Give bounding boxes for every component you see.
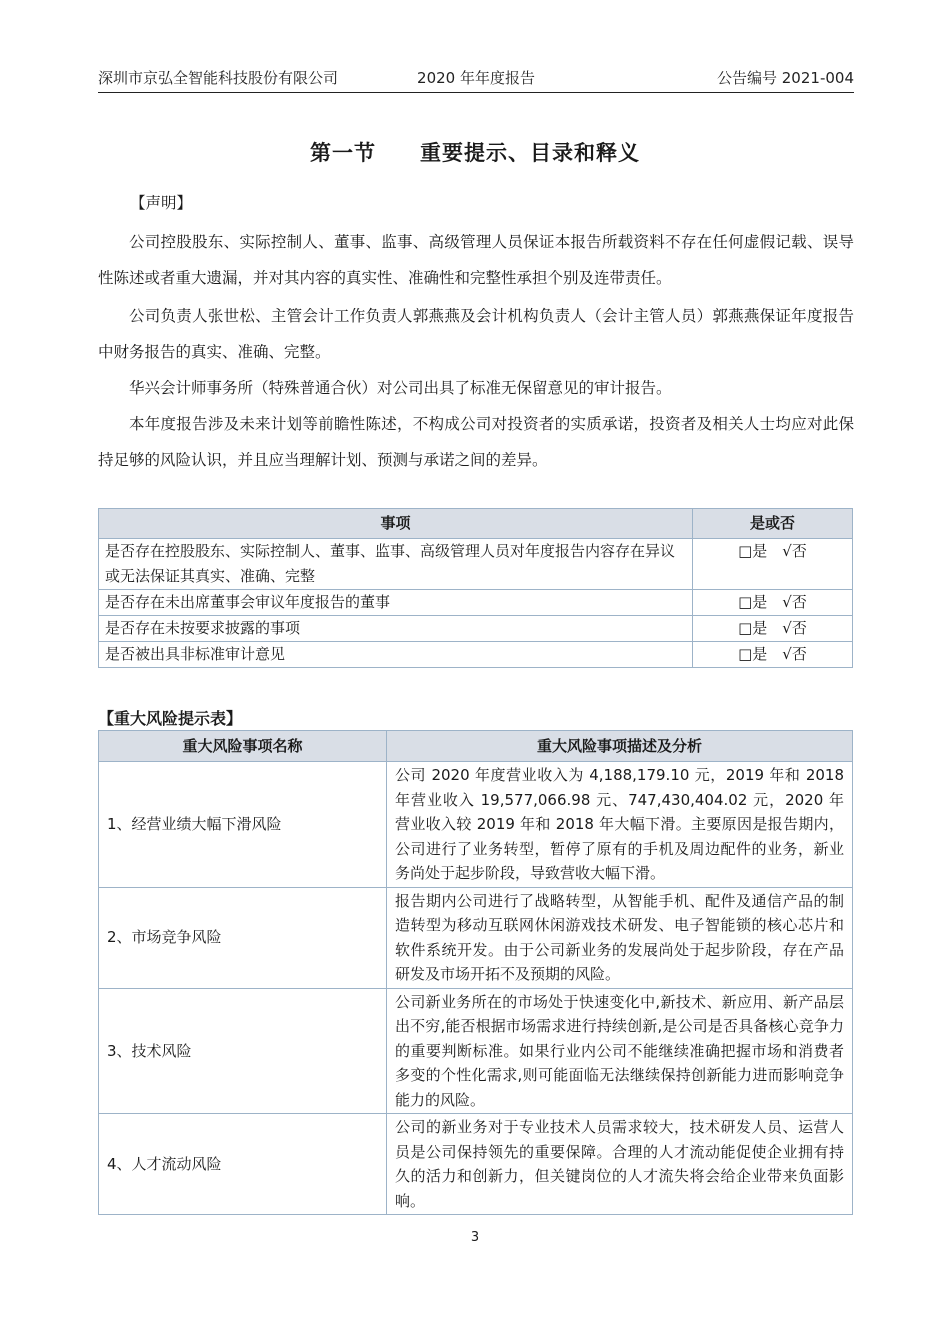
header-notice-number: 公告编号 2021-004 bbox=[717, 69, 854, 87]
col-header-answer: 是或否 bbox=[693, 509, 853, 539]
paragraph-responsible: 公司负责人张世松、主管会计工作负责人郭燕燕及会计机构负责人（会计主管人员）郭燕燕保证年度报告中财务报告的真实、准确、完整。 bbox=[98, 307, 854, 361]
risk-description: 报告期内公司进行了战略转型，从智能手机、配件及通信产品的制造转型为移动互联网休闲游戏技术研发、电子智能锁的核心芯片和软件系统开发。由于公司新业务的发展尚处于起步阶段，存在产品研发及市场开拓不及预期的风险。 bbox=[387, 887, 853, 988]
paragraph-auditor: 华兴会计师事务所（特殊普通合伙）对公司出具了标准无保留意见的审计报告。 bbox=[129, 379, 672, 397]
header-report: 2020 年年度报告 bbox=[417, 69, 535, 87]
table-row bbox=[99, 616, 853, 642]
table-row bbox=[99, 887, 853, 988]
check-item: 是否被出具非标准审计意见 bbox=[99, 642, 693, 668]
page-number: 3 bbox=[470, 1230, 480, 1245]
table-row bbox=[99, 762, 853, 888]
page-header bbox=[98, 68, 854, 93]
risk-name: 1、经营业绩大幅下滑风险 bbox=[99, 762, 387, 888]
risk-table-title: 【重大风险提示表】 bbox=[98, 709, 243, 728]
table-row bbox=[99, 590, 853, 616]
risk-name: 2、市场竞争风险 bbox=[99, 887, 387, 988]
check-answer: □是 √否 bbox=[693, 642, 853, 668]
section-title: 第一节 重要提示、目录和释义 bbox=[310, 141, 640, 165]
check-item: 是否存在控股股东、实际控制人、董事、监事、高级管理人员对年度报告内容存在异议或无法保证其真实、准确、完整 bbox=[99, 539, 693, 590]
col-header-risk-desc: 重大风险事项描述及分析 bbox=[387, 731, 853, 762]
check-answer: □是 √否 bbox=[693, 616, 853, 642]
check-table bbox=[98, 508, 853, 668]
risk-description: 公司 2020 年度营业收入为 4,188,179.10 元，2019 年和 2018 年营业收入 19,577,066.98 元、747,430,404.02 元，2020 年营业收入较 2019 年和 2018 年大幅下滑。主要原因是报告期内，公司进行了业务转型，暂停了原有的手机及周边配件的业务，新业务尚处于起步阶段，导致营收大幅下滑。 bbox=[387, 762, 853, 888]
col-header-risk-name: 重大风险事项名称 bbox=[99, 731, 387, 762]
check-item: 是否存在未出席董事会审议年度报告的董事 bbox=[99, 590, 693, 616]
paragraph-forward-looking: 本年度报告涉及未来计划等前瞻性陈述，不构成公司对投资者的实质承诺，投资者及相关人士均应对此保持足够的风险认识，并且应当理解计划、预测与承诺之间的差异。 bbox=[98, 415, 854, 469]
check-item: 是否存在未按要求披露的事项 bbox=[99, 616, 693, 642]
check-answer: □是 √否 bbox=[693, 539, 853, 590]
table-row bbox=[99, 642, 853, 668]
risk-description: 公司的新业务对于专业技术人员需求较大，技术研发人员、运营人员是公司保持领先的重要保障。合理的人才流动能促使企业拥有持久的活力和创新力，但关键岗位的人才流失将会给企业带来负面影响。 bbox=[387, 1114, 853, 1215]
check-table-header bbox=[99, 509, 853, 539]
table-row bbox=[99, 539, 853, 590]
header-company: 深圳市京弘全智能科技股份有限公司 bbox=[98, 69, 339, 87]
risk-table bbox=[98, 730, 853, 1215]
col-header-item: 事项 bbox=[99, 509, 693, 539]
table-row bbox=[99, 1114, 853, 1215]
risk-name: 3、技术风险 bbox=[99, 988, 387, 1114]
declaration-label: 【声明】 bbox=[130, 194, 193, 212]
risk-description: 公司新业务所在的市场处于快速变化中,新技术、新应用、新产品层出不穷,能否根据市场需求进行持续创新,是公司是否具备核心竞争力的重要判断标准。如果行业内公司不能继续准确把握市场和消费者多变的个性化需求,则可能面临无法继续保持创新能力进而影响竞争能力的风险。 bbox=[387, 988, 853, 1114]
check-answer: □是 √否 bbox=[693, 590, 853, 616]
paragraph-guarantee: 公司控股股东、实际控制人、董事、监事、高级管理人员保证本报告所载资料不存在任何虚假记载、误导性陈述或者重大遗漏，并对其内容的真实性、准确性和完整性承担个别及连带责任。 bbox=[98, 233, 854, 287]
risk-name: 4、人才流动风险 bbox=[99, 1114, 387, 1215]
risk-table-header bbox=[99, 731, 853, 762]
table-row bbox=[99, 988, 853, 1114]
